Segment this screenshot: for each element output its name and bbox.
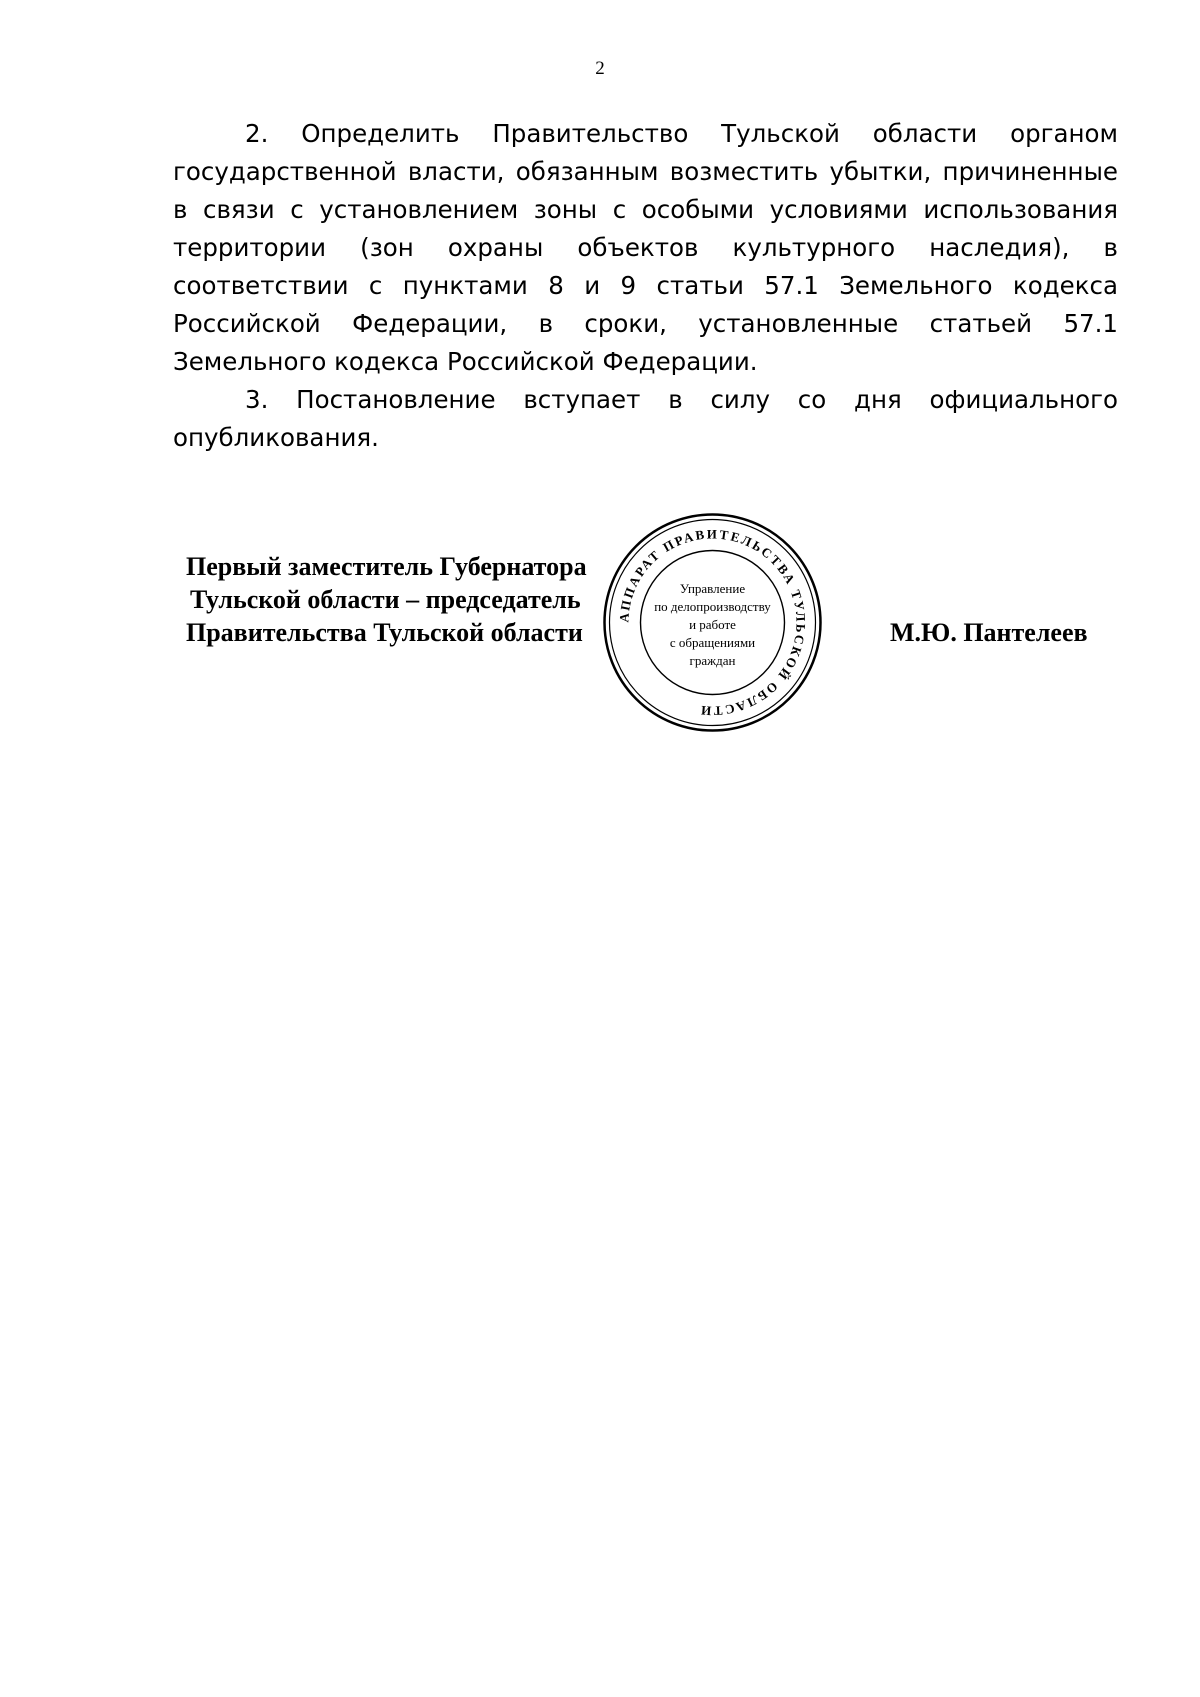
stamp-center-line: граждан	[689, 653, 736, 668]
signatory-title	[186, 550, 587, 649]
signatory-title-line: Правительства Тульской области	[186, 618, 583, 647]
signatory-title-line: Первый заместитель Губернатора	[186, 552, 587, 581]
page-number: 2	[595, 58, 605, 79]
paragraph-2: 2. Определить Правительство Тульской области органом государственной власти, обязанным возместить убытки, причиненные в связи с установлением зоны с особыми условиями использования территории (зон охраны объектов культурного наследия), в соответствии с пунктами 8 и 9 статьи 57.1 Земельного кодекса Российской Федерации, в сроки, установленные статьей 57.1 Земельного кодекса Российской Федерации.	[173, 119, 1118, 376]
stamp-center-line: Управление	[679, 581, 746, 596]
signatory-name: М.Ю. Пантелеев	[890, 618, 1088, 647]
stamp-center-line: по делопроизводству	[654, 599, 771, 614]
stamp-center-line: и работе	[689, 617, 736, 632]
paragraph-3: 3. Постановление вступает в силу со дня официального опубликования.	[173, 385, 1118, 452]
stamp-ring-text: АППАРАТ ПРАВИТЕЛЬСТВА ТУЛЬСКОЙ ОБЛАСТИ	[616, 526, 809, 719]
signatory-title-line: Тульской области – председатель	[190, 585, 581, 614]
document-body	[173, 115, 1118, 457]
official-seal-stamp	[600, 510, 825, 735]
stamp-center-line: с обращениями	[669, 635, 756, 650]
